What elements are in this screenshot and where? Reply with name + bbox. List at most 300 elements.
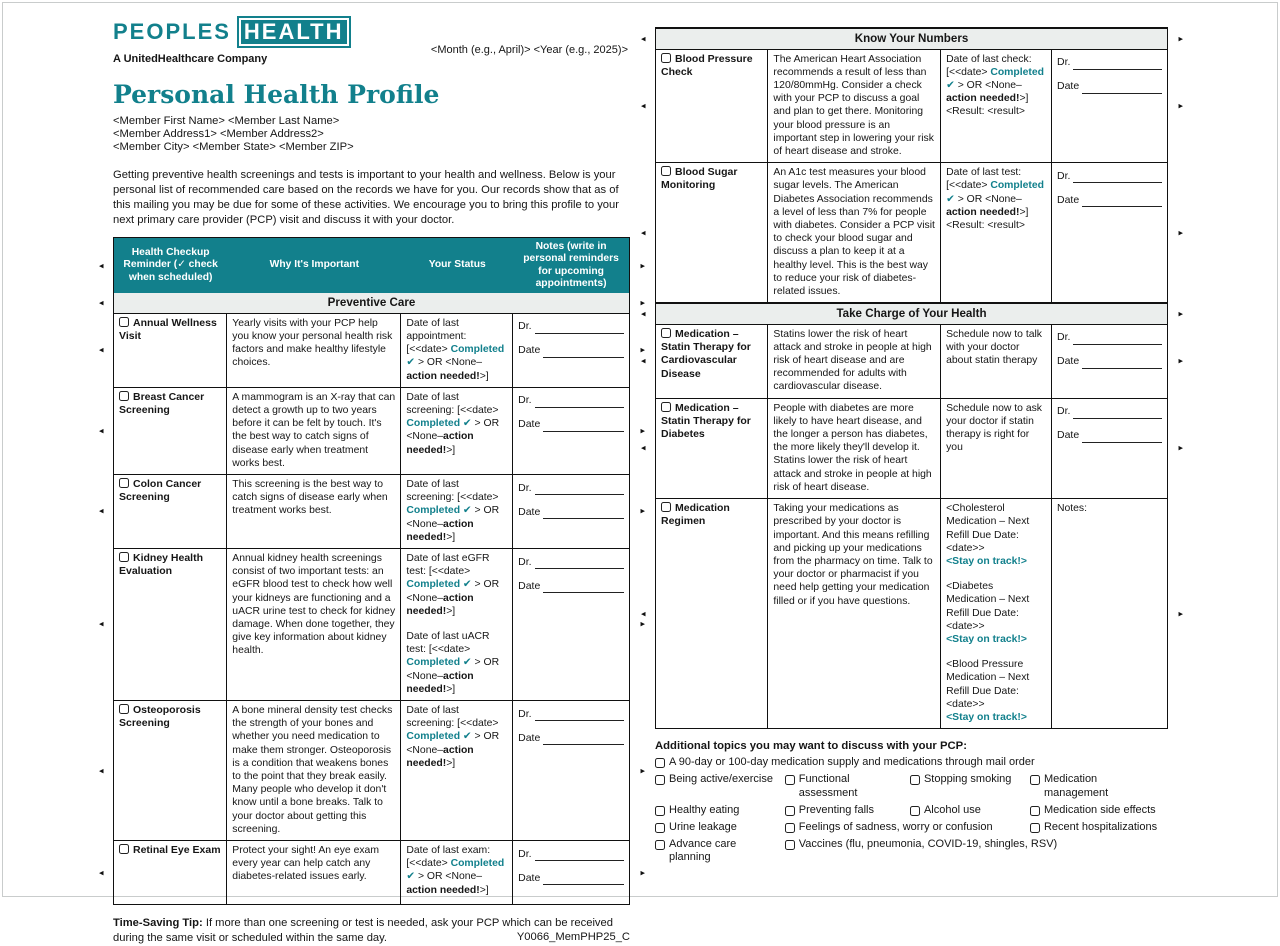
topic-item bbox=[785, 821, 1030, 834]
status-text: Schedule now to talk with your doctor about statin therapy bbox=[946, 328, 1042, 367]
row-marker-left-icon: ◂ bbox=[99, 505, 104, 516]
topic-label: Alcohol use bbox=[923, 803, 981, 816]
row-description: Taking your medications as prescribed by your doctor is important. And this means refilling and picking up your medications from the pharmacy on time. Talk to your doctor or pharmacist if you need help getting your medication filled or if you have questions. bbox=[768, 499, 941, 728]
write-in-blank[interactable] bbox=[1073, 69, 1162, 70]
status-text: >] bbox=[446, 757, 456, 769]
row-marker-left-icon: ◂ bbox=[641, 100, 646, 111]
member-placeholder-line: <Member Address1> <Member Address2> bbox=[113, 128, 324, 141]
topic-item bbox=[655, 838, 785, 864]
table-row bbox=[99, 475, 645, 549]
topic-item bbox=[1030, 821, 1168, 834]
date-write-in-line bbox=[518, 417, 624, 432]
section-band-title: Preventive Care bbox=[327, 296, 416, 310]
row-description: A mammogram is an X-ray that can detect a growth up to two years before it can be felt by touch. It's the best way to catch signs of disease early when treatment works best. bbox=[227, 388, 401, 474]
row-notes-cell bbox=[1052, 499, 1167, 728]
write-in-label: Date bbox=[518, 505, 541, 518]
topics-row bbox=[655, 773, 1168, 799]
status-text: Date of last screening: [<<date> bbox=[406, 478, 499, 504]
write-in-label: Dr. bbox=[518, 320, 532, 333]
status-highlight-text: Completed ✔ bbox=[406, 579, 472, 591]
date-write-in-line bbox=[518, 504, 624, 519]
row-title-cell bbox=[656, 399, 768, 498]
status-text: > OR <None– bbox=[954, 193, 1022, 205]
status-text: action needed! bbox=[406, 744, 474, 769]
row-marker-left-icon: ◂ bbox=[99, 297, 104, 308]
status-text: Date of last screening: [<<date> bbox=[406, 391, 499, 416]
write-in-label: Dr. bbox=[1056, 169, 1071, 182]
row-marker-right-icon: ▸ bbox=[1178, 100, 1183, 111]
topic-item bbox=[785, 773, 910, 799]
topic-label: Advance care planning bbox=[669, 838, 737, 864]
section-band-title: Know Your Numbers bbox=[854, 32, 969, 45]
doctor-write-in-line bbox=[518, 319, 624, 334]
section-band-title: Take Charge of Your Health bbox=[836, 307, 987, 321]
write-in-blank[interactable] bbox=[535, 568, 624, 569]
status-text: > OR <None– bbox=[954, 79, 1022, 91]
doctor-write-in-line bbox=[518, 554, 624, 569]
write-in-blank[interactable] bbox=[535, 333, 624, 334]
status-block bbox=[946, 580, 1046, 633]
status-text: <Diabetes Medication – Next Refill Due Date: <date>> bbox=[946, 581, 1030, 632]
status-highlight-text: Completed ✔ bbox=[946, 66, 1045, 91]
row-title-cell bbox=[114, 314, 227, 387]
row-description: This screening is the best way to catch signs of disease early when treatment works best. bbox=[227, 475, 401, 548]
topic-label: Preventing falls bbox=[798, 803, 874, 816]
topic-item bbox=[655, 821, 785, 834]
checkbox-icon[interactable] bbox=[661, 402, 671, 412]
status-highlight-text: <Stay on track!> bbox=[946, 633, 1027, 645]
additional-topics-section bbox=[655, 740, 1168, 864]
status-text: > OR <None– bbox=[415, 357, 483, 369]
doctor-write-in-line bbox=[518, 480, 624, 495]
tip-label: Time-Saving Tip: bbox=[113, 917, 203, 930]
row-description: Statins lower the risk of heart attack and stroke in people at high risk of heart disease and are recommended for adults with cardiovascular disease. bbox=[768, 325, 941, 398]
status-text: >] bbox=[479, 884, 489, 896]
checkbox-icon[interactable] bbox=[119, 844, 129, 854]
row-marker-right-icon: ▸ bbox=[1178, 442, 1183, 453]
member-placeholder-line: <Member City> <Member State> <Member ZIP> bbox=[113, 141, 354, 154]
topic-item bbox=[785, 838, 1168, 864]
write-in-label: Date bbox=[1056, 355, 1080, 368]
row-notes-cell bbox=[513, 475, 629, 548]
status-block bbox=[946, 633, 1046, 646]
status-text: > OR <None– bbox=[406, 418, 500, 443]
row-status-cell bbox=[941, 50, 1052, 163]
checkbox-icon[interactable] bbox=[785, 806, 795, 816]
checkbox-icon[interactable] bbox=[655, 823, 665, 833]
topic-label: Stopping smoking bbox=[923, 773, 1012, 786]
checkbox-icon[interactable] bbox=[661, 502, 671, 512]
preventive-care-table bbox=[99, 237, 645, 905]
table-row bbox=[99, 549, 645, 701]
checkbox-icon[interactable] bbox=[119, 391, 129, 401]
status-block bbox=[946, 328, 1046, 368]
status-block bbox=[946, 53, 1046, 106]
column-header: Your Status bbox=[428, 259, 486, 271]
write-in-blank[interactable] bbox=[543, 884, 624, 885]
topic-label: Functional assessment bbox=[798, 773, 858, 799]
status-text: action needed! bbox=[406, 670, 474, 695]
doctor-write-in-line bbox=[1057, 55, 1162, 70]
status-block bbox=[406, 704, 507, 770]
write-in-blank[interactable] bbox=[1073, 344, 1162, 345]
row-marker-left-icon: ◂ bbox=[641, 355, 646, 366]
status-text: Date of last exam: [<<date> bbox=[406, 845, 491, 870]
write-in-label: Date bbox=[518, 344, 541, 357]
write-in-blank[interactable] bbox=[1082, 442, 1162, 443]
time-saving-tip bbox=[113, 916, 630, 946]
write-in-label: Date bbox=[518, 871, 541, 884]
row-title-cell bbox=[114, 701, 227, 840]
checkbox-icon[interactable] bbox=[1030, 806, 1040, 816]
status-highlight-text: Completed ✔ bbox=[406, 731, 472, 743]
status-highlight-text: Completed ✔ bbox=[406, 858, 505, 883]
status-block bbox=[406, 478, 507, 544]
status-block bbox=[946, 166, 1046, 219]
status-text: Date of last appointment: [<<date> bbox=[406, 317, 467, 356]
row-notes-cell bbox=[513, 701, 629, 840]
status-text: Date of last check: [<<date> bbox=[946, 53, 1032, 78]
status-block bbox=[406, 317, 507, 383]
status-text: >] bbox=[446, 444, 456, 456]
page-title: Personal Health Profile bbox=[113, 80, 440, 109]
status-block bbox=[946, 502, 1046, 555]
row-status-cell bbox=[401, 701, 513, 840]
topic-item bbox=[1030, 804, 1168, 817]
status-block bbox=[946, 658, 1046, 711]
column-header: Notes (write in personal reminders for upcoming appointments) bbox=[523, 240, 619, 289]
write-in-blank[interactable] bbox=[535, 494, 624, 495]
status-text: >] bbox=[479, 370, 489, 382]
checkbox-icon[interactable] bbox=[1030, 823, 1040, 833]
write-in-label: Dr. bbox=[518, 394, 532, 407]
row-title-cell bbox=[656, 163, 768, 302]
checkbox-icon[interactable] bbox=[655, 806, 665, 816]
status-text: action needed! bbox=[946, 206, 1020, 218]
row-title: Annual Wellness Visit bbox=[119, 316, 217, 343]
status-text: >] bbox=[446, 683, 456, 695]
row-marker-right-icon: ▸ bbox=[640, 297, 645, 308]
status-highlight-text: Completed ✔ bbox=[946, 180, 1045, 205]
checkbox-icon[interactable] bbox=[785, 775, 795, 785]
row-marker-right-icon: ▸ bbox=[1178, 355, 1183, 366]
write-in-blank[interactable] bbox=[543, 744, 624, 745]
topic-item bbox=[1030, 773, 1168, 799]
topic-label: Urine leakage bbox=[669, 820, 737, 833]
peoples-health-logo bbox=[113, 16, 351, 48]
row-title: Colon Cancer Screening bbox=[119, 477, 202, 504]
write-in-blank[interactable] bbox=[1082, 93, 1162, 94]
row-description: People with diabetes are more likely to have heart disease, and the longer a person has diabetes, the more likely they'll develop it. Statins lower the risk of heart attack and stroke in people at high risk of heart disease. bbox=[768, 399, 941, 498]
status-text: > OR <None– bbox=[415, 871, 483, 883]
checkbox-icon[interactable] bbox=[785, 823, 795, 833]
checkbox-icon[interactable] bbox=[655, 758, 665, 768]
row-marker-right-icon: ▸ bbox=[640, 425, 645, 436]
section-band bbox=[641, 303, 1183, 325]
checkbox-icon[interactable] bbox=[910, 806, 920, 816]
member-placeholder-line: <Member First Name> <Member Last Name> bbox=[113, 115, 340, 127]
row-status-cell bbox=[401, 549, 513, 700]
topic-label: A 90-day or 100-day medication supply and medications through mail order bbox=[669, 756, 1035, 769]
topic-label: Healthy eating bbox=[669, 803, 740, 816]
row-notes-cell bbox=[1052, 325, 1167, 398]
doctor-write-in-line bbox=[518, 846, 624, 861]
right-page-column bbox=[641, 18, 1183, 864]
topic-item bbox=[910, 804, 1030, 817]
table-row bbox=[99, 314, 645, 388]
topics-row bbox=[655, 821, 1168, 834]
additional-topics-heading: Additional topics you may want to discuss with your PCP: bbox=[655, 740, 967, 753]
section-band bbox=[99, 293, 645, 314]
status-text: >] bbox=[446, 605, 456, 617]
write-in-label: Date bbox=[1056, 193, 1080, 206]
row-title-cell bbox=[114, 841, 227, 904]
notes-label: Notes: bbox=[1056, 503, 1088, 515]
checkbox-icon[interactable] bbox=[910, 775, 920, 785]
status-text: action needed! bbox=[406, 592, 474, 617]
row-notes-cell bbox=[1052, 399, 1167, 498]
row-status-cell bbox=[401, 388, 513, 474]
row-marker-left-icon: ◂ bbox=[99, 344, 104, 355]
checkbox-icon[interactable] bbox=[1030, 775, 1040, 785]
row-status-cell bbox=[401, 841, 513, 904]
row-title: Retinal Eye Exam bbox=[133, 844, 221, 857]
status-text: Date of last eGFR test: [<<date> bbox=[406, 552, 490, 578]
row-status-cell bbox=[941, 399, 1052, 498]
left-page-column bbox=[99, 16, 645, 946]
table-row bbox=[641, 50, 1183, 164]
doctor-write-in-line bbox=[518, 706, 624, 721]
topics-row bbox=[655, 756, 1168, 769]
row-description: Yearly visits with your PCP help you know your personal health risk factors and make healthy lifestyle choices. bbox=[227, 314, 401, 387]
row-description: A bone mineral density test checks the strength of your bones and whether you need medication to make them stronger. Osteoporosis is a condition that weakens bones to the point that they break easily. Many people who develop it don't know until a bone breaks. Talk to your doctor about getting this screening. bbox=[227, 701, 401, 840]
table-row bbox=[641, 163, 1183, 303]
row-marker-left-icon: ◂ bbox=[99, 618, 104, 629]
checkbox-icon[interactable] bbox=[655, 840, 665, 850]
doctor-write-in-line bbox=[1057, 404, 1162, 419]
write-in-label: Dr. bbox=[518, 481, 532, 494]
status-text: > OR <None– bbox=[406, 579, 500, 604]
row-marker-right-icon: ▸ bbox=[640, 618, 645, 629]
row-notes-cell bbox=[513, 549, 629, 700]
row-title: Breast Cancer Screening bbox=[119, 390, 205, 417]
date-write-in-line bbox=[518, 730, 624, 745]
date-write-in-line bbox=[1057, 428, 1162, 443]
row-marker-left-icon: ◂ bbox=[641, 308, 646, 319]
row-notes-cell bbox=[513, 388, 629, 474]
date-write-in-line bbox=[518, 343, 624, 358]
status-highlight-text: Completed ✔ bbox=[406, 344, 505, 369]
row-title: Osteoporosis Screening bbox=[119, 704, 201, 730]
row-marker-left-icon: ◂ bbox=[99, 867, 104, 878]
row-status-cell bbox=[941, 325, 1052, 398]
row-marker-right-icon: ▸ bbox=[1178, 227, 1183, 238]
status-highlight-text: Completed ✔ bbox=[406, 505, 472, 517]
topic-label: Medication management bbox=[1043, 773, 1109, 799]
topic-item bbox=[655, 773, 785, 799]
date-write-in-line bbox=[1057, 79, 1162, 94]
status-text: <Blood Pressure Medication – Next Refill Due Date: <date>> bbox=[946, 659, 1030, 710]
row-title: Medication – Statin Therapy for Diabetes bbox=[661, 401, 751, 441]
month-year-placeholder: <Month (e.g., April)> <Year (e.g., 2025)> bbox=[430, 44, 628, 56]
status-text: action needed! bbox=[406, 518, 474, 543]
checkbox-icon[interactable] bbox=[119, 704, 129, 714]
section-band bbox=[641, 28, 1183, 50]
checkbox-icon[interactable] bbox=[119, 552, 129, 562]
status-text: > OR <None– bbox=[406, 731, 500, 756]
row-description: Annual kidney health screenings consist of two important tests: an eGFR blood test to check how well your kidneys are functioning and a uACR urine test to check for kidney damage. When done together, they give key information about kidney health. bbox=[227, 549, 401, 700]
write-in-blank[interactable] bbox=[543, 518, 624, 519]
member-address-block bbox=[113, 115, 630, 154]
checkbox-icon[interactable] bbox=[661, 53, 671, 63]
status-text: > OR <None– bbox=[406, 505, 500, 530]
checkbox-icon[interactable] bbox=[661, 166, 671, 176]
topic-item bbox=[655, 804, 785, 817]
date-write-in-line bbox=[1057, 354, 1162, 369]
doctor-write-in-line bbox=[518, 393, 624, 408]
checkbox-icon[interactable] bbox=[655, 775, 665, 785]
table-row bbox=[99, 701, 645, 841]
row-title-cell bbox=[114, 475, 227, 548]
row-title: Medication Regimen bbox=[661, 502, 730, 528]
write-in-blank[interactable] bbox=[1082, 368, 1162, 369]
write-in-blank[interactable] bbox=[543, 431, 624, 432]
status-highlight-text: <Stay on track!> bbox=[946, 711, 1027, 723]
intro-paragraph: Getting preventive health screenings and tests is important to your health and wellness. Below is your personal list of recommended care based on the records we have for you. Our records show that as of this mailing you may be due for some of these activities. We encourage you to bring this profile to your next primary care provider (PCP) visit and discuss it with your doctor. bbox=[113, 169, 619, 226]
status-text: Date of last uACR test: [<<date> bbox=[406, 630, 490, 656]
row-marker-right-icon: ▸ bbox=[1178, 33, 1183, 44]
date-write-in-line bbox=[518, 870, 624, 885]
row-title: Kidney Health Evaluation bbox=[119, 551, 204, 578]
table-row bbox=[641, 499, 1183, 728]
row-notes-cell bbox=[1052, 163, 1167, 302]
status-text: Schedule now to ask your doctor if statin therapy is right for you bbox=[946, 402, 1042, 454]
table-row bbox=[99, 841, 645, 904]
row-marker-right-icon: ▸ bbox=[640, 867, 645, 878]
status-highlight-text: <Stay on track!> bbox=[946, 555, 1027, 567]
checkbox-icon[interactable] bbox=[785, 840, 795, 850]
logo-peoples-text: PEOPLES bbox=[113, 19, 231, 44]
row-marker-right-icon: ▸ bbox=[1178, 308, 1183, 319]
row-notes-cell bbox=[513, 841, 629, 904]
status-block bbox=[946, 402, 1046, 455]
row-marker-left-icon: ◂ bbox=[641, 608, 646, 619]
write-in-blank[interactable] bbox=[543, 357, 624, 358]
write-in-blank[interactable] bbox=[1073, 418, 1162, 419]
topic-item bbox=[910, 773, 1030, 799]
row-status-cell bbox=[401, 314, 513, 387]
row-marker-left-icon: ◂ bbox=[99, 765, 104, 776]
row-marker-left-icon: ◂ bbox=[641, 33, 646, 44]
status-block bbox=[406, 630, 507, 696]
status-text: >] bbox=[1019, 93, 1029, 105]
row-title-cell bbox=[114, 388, 227, 474]
topic-label: Recent hospitalizations bbox=[1043, 820, 1158, 833]
status-text: >] bbox=[1019, 206, 1029, 218]
write-in-blank[interactable] bbox=[535, 860, 624, 861]
row-description: Protect your sight! An eye exam every year can help catch any diabetes-related issues early. bbox=[227, 841, 401, 904]
status-highlight-text: Completed ✔ bbox=[406, 657, 472, 669]
row-title-cell bbox=[656, 325, 768, 398]
topic-label: Medication side effects bbox=[1043, 803, 1156, 816]
row-title: Medication – Statin Therapy for Cardiovascular Disease bbox=[661, 327, 751, 380]
row-title-cell bbox=[114, 549, 227, 700]
topic-item bbox=[655, 756, 1168, 769]
write-in-label: Date bbox=[518, 579, 541, 592]
write-in-label: Date bbox=[1056, 429, 1080, 442]
table-row bbox=[641, 399, 1183, 499]
date-write-in-line bbox=[518, 578, 624, 593]
row-marker-left-icon: ◂ bbox=[99, 260, 104, 271]
row-description: An A1c test measures your blood sugar levels. The American Diabetes Association recommends a level of less than 7% for people with diabetes. Consider a PCP visit to check your blood sugar and discuss a plan to keep it at a healthy level. This is the best way to reduce your risk of diabetes-related issues. bbox=[768, 163, 941, 302]
status-text: >] bbox=[446, 531, 456, 543]
status-block bbox=[946, 711, 1046, 724]
row-marker-right-icon: ▸ bbox=[640, 765, 645, 776]
status-block bbox=[406, 844, 507, 897]
row-status-cell bbox=[941, 499, 1052, 728]
write-in-label: Dr. bbox=[518, 555, 532, 568]
row-marker-right-icon: ▸ bbox=[640, 344, 645, 355]
status-block bbox=[946, 219, 1046, 232]
write-in-blank[interactable] bbox=[535, 407, 624, 408]
checkbox-icon[interactable] bbox=[661, 328, 671, 338]
write-in-blank[interactable] bbox=[535, 720, 624, 721]
status-text: Date of last test: [<<date> bbox=[946, 167, 1022, 192]
status-text: action needed! bbox=[406, 884, 480, 896]
logo-health-text: HEALTH bbox=[237, 16, 351, 48]
row-title: Blood Pressure Check bbox=[661, 52, 753, 78]
write-in-blank[interactable] bbox=[543, 592, 624, 593]
status-block bbox=[946, 555, 1046, 568]
write-in-label: Date bbox=[518, 731, 541, 744]
row-title: Blood Sugar Monitoring bbox=[661, 166, 738, 192]
checkbox-icon[interactable] bbox=[119, 317, 129, 327]
status-block bbox=[406, 391, 507, 457]
topic-label: Being active/exercise bbox=[669, 773, 773, 786]
status-text: action needed! bbox=[406, 431, 474, 456]
topics-row bbox=[655, 804, 1168, 817]
row-notes-cell bbox=[513, 314, 629, 387]
write-in-label: Date bbox=[518, 418, 541, 431]
write-in-label: Dr. bbox=[1056, 405, 1071, 418]
topic-label: Feelings of sadness, worry or confusion bbox=[798, 820, 993, 833]
write-in-label: Date bbox=[1056, 80, 1080, 93]
date-write-in-line bbox=[1057, 192, 1162, 207]
status-block bbox=[946, 105, 1046, 118]
checkbox-icon[interactable] bbox=[119, 478, 129, 488]
status-text: <Result: <result> bbox=[946, 106, 1025, 118]
column-header: Health Checkup Reminder (✓ check when scheduled) bbox=[123, 247, 218, 283]
logo-tagline: A UnitedHealthcare Company bbox=[113, 53, 268, 65]
row-title-cell bbox=[656, 50, 768, 163]
doctor-write-in-line bbox=[1057, 330, 1162, 345]
status-text: action needed! bbox=[406, 370, 480, 382]
write-in-blank[interactable] bbox=[1082, 206, 1162, 207]
row-title-cell bbox=[656, 499, 768, 728]
status-text: action needed! bbox=[946, 93, 1020, 105]
write-in-blank[interactable] bbox=[1073, 182, 1162, 183]
know-your-numbers-table bbox=[641, 27, 1183, 729]
status-text: > OR <None– bbox=[406, 657, 500, 682]
row-marker-left-icon: ◂ bbox=[99, 425, 104, 436]
row-marker-right-icon: ▸ bbox=[640, 260, 645, 271]
write-in-label: Dr. bbox=[1056, 56, 1071, 69]
table-header-row bbox=[99, 238, 645, 293]
doctor-write-in-line bbox=[1057, 168, 1162, 183]
row-description: The American Heart Association recommends a result of less than 120/80mmHg. Consider a check with your PCP to discuss a goal and plan to get there. Monitoring your blood pressure is an important step in lowering your risk of heart disease and stroke. bbox=[768, 50, 941, 163]
form-code: Y0066_MemPHP25_C bbox=[516, 931, 630, 944]
status-text: <Result: <result> bbox=[946, 219, 1025, 231]
